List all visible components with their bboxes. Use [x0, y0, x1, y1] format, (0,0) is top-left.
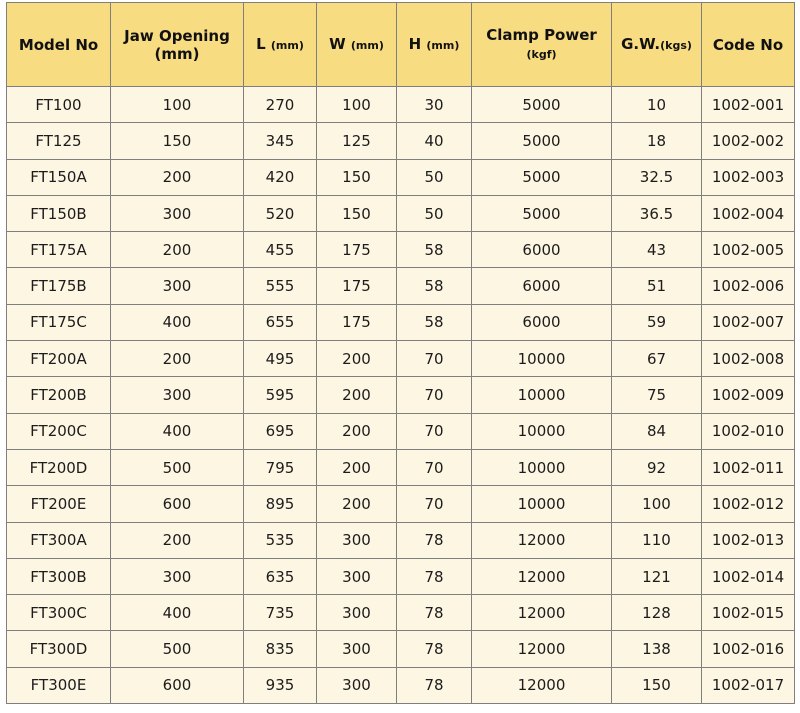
cell-w: 300	[317, 558, 397, 594]
cell-model-no: FT150A	[7, 159, 111, 195]
table-row	[7, 631, 795, 667]
cell-clamp-power: 10000	[472, 413, 612, 449]
cell-model-no: FT175B	[7, 268, 111, 304]
cell-gw: 128	[612, 595, 702, 631]
table-row	[7, 195, 795, 231]
cell-h: 70	[397, 449, 472, 485]
cell-code-no: 1002-004	[702, 195, 795, 231]
cell-l: 555	[244, 268, 317, 304]
cell-code-no: 1002-002	[702, 123, 795, 159]
header-w-unit: (mm)	[350, 38, 384, 52]
cell-l: 455	[244, 232, 317, 268]
cell-w: 150	[317, 159, 397, 195]
table-row	[7, 413, 795, 449]
cell-w: 125	[317, 123, 397, 159]
cell-h: 40	[397, 123, 472, 159]
header-code-no-label: Code No	[712, 35, 784, 54]
cell-gw: 59	[612, 304, 702, 340]
cell-w: 200	[317, 449, 397, 485]
cell-l: 795	[244, 449, 317, 485]
cell-h: 70	[397, 413, 472, 449]
cell-h: 78	[397, 631, 472, 667]
table-header-row	[7, 3, 795, 87]
cell-gw: 67	[612, 341, 702, 377]
header-clamp-power	[472, 3, 612, 87]
cell-model-no: FT300D	[7, 631, 111, 667]
cell-w: 175	[317, 268, 397, 304]
cell-jaw-opening: 500	[111, 449, 244, 485]
cell-model-no: FT200D	[7, 449, 111, 485]
cell-w: 200	[317, 486, 397, 522]
cell-h: 58	[397, 268, 472, 304]
cell-jaw-opening: 300	[111, 377, 244, 413]
cell-code-no: 1002-007	[702, 304, 795, 340]
spec-table	[6, 2, 795, 704]
header-clamp-power-unit: (kgf)	[526, 47, 557, 61]
header-h-unit: (mm)	[426, 38, 460, 52]
header-l-unit: (mm)	[270, 38, 304, 52]
cell-clamp-power: 5000	[472, 195, 612, 231]
cell-model-no: FT300E	[7, 667, 111, 703]
cell-gw: 100	[612, 486, 702, 522]
cell-gw: 43	[612, 232, 702, 268]
table-row	[7, 522, 795, 558]
cell-l: 695	[244, 413, 317, 449]
cell-l: 635	[244, 558, 317, 594]
cell-h: 58	[397, 304, 472, 340]
cell-model-no: FT175C	[7, 304, 111, 340]
header-w	[317, 3, 397, 87]
cell-l: 935	[244, 667, 317, 703]
cell-code-no: 1002-006	[702, 268, 795, 304]
table-row	[7, 268, 795, 304]
cell-code-no: 1002-001	[702, 87, 795, 123]
cell-model-no: FT300C	[7, 595, 111, 631]
cell-jaw-opening: 400	[111, 304, 244, 340]
cell-code-no: 1002-003	[702, 159, 795, 195]
cell-l: 495	[244, 341, 317, 377]
cell-l: 655	[244, 304, 317, 340]
cell-code-no: 1002-009	[702, 377, 795, 413]
cell-code-no: 1002-015	[702, 595, 795, 631]
cell-model-no: FT150B	[7, 195, 111, 231]
cell-gw: 110	[612, 522, 702, 558]
cell-l: 345	[244, 123, 317, 159]
cell-h: 70	[397, 341, 472, 377]
cell-w: 200	[317, 377, 397, 413]
header-jaw-opening-label: Jaw Opening	[124, 26, 230, 45]
header-gw-label: G.W.	[621, 34, 661, 53]
cell-jaw-opening: 300	[111, 195, 244, 231]
cell-gw: 150	[612, 667, 702, 703]
table-row	[7, 377, 795, 413]
cell-w: 200	[317, 413, 397, 449]
cell-clamp-power: 10000	[472, 486, 612, 522]
header-l	[244, 3, 317, 87]
cell-model-no: FT175A	[7, 232, 111, 268]
cell-gw: 36.5	[612, 195, 702, 231]
cell-clamp-power: 12000	[472, 595, 612, 631]
cell-h: 78	[397, 558, 472, 594]
cell-clamp-power: 10000	[472, 449, 612, 485]
cell-clamp-power: 5000	[472, 87, 612, 123]
table-row	[7, 486, 795, 522]
cell-jaw-opening: 200	[111, 232, 244, 268]
cell-h: 78	[397, 522, 472, 558]
header-w-label: W	[329, 34, 346, 53]
cell-code-no: 1002-013	[702, 522, 795, 558]
cell-l: 835	[244, 631, 317, 667]
cell-clamp-power: 12000	[472, 558, 612, 594]
header-h	[397, 3, 472, 87]
cell-l: 420	[244, 159, 317, 195]
cell-clamp-power: 10000	[472, 341, 612, 377]
cell-gw: 92	[612, 449, 702, 485]
header-gw-unit: (kgs)	[660, 38, 692, 52]
cell-clamp-power: 6000	[472, 304, 612, 340]
cell-h: 78	[397, 595, 472, 631]
cell-l: 270	[244, 87, 317, 123]
cell-code-no: 1002-011	[702, 449, 795, 485]
cell-gw: 138	[612, 631, 702, 667]
table-row	[7, 159, 795, 195]
cell-clamp-power: 12000	[472, 522, 612, 558]
cell-code-no: 1002-005	[702, 232, 795, 268]
table-row	[7, 87, 795, 123]
table-row	[7, 667, 795, 703]
cell-model-no: FT200B	[7, 377, 111, 413]
cell-jaw-opening: 100	[111, 87, 244, 123]
cell-jaw-opening: 600	[111, 486, 244, 522]
table-row	[7, 123, 795, 159]
cell-gw: 51	[612, 268, 702, 304]
cell-w: 300	[317, 667, 397, 703]
cell-w: 300	[317, 595, 397, 631]
cell-gw: 121	[612, 558, 702, 594]
cell-model-no: FT125	[7, 123, 111, 159]
cell-code-no: 1002-008	[702, 341, 795, 377]
cell-jaw-opening: 400	[111, 595, 244, 631]
cell-model-no: FT300A	[7, 522, 111, 558]
header-jaw-opening-unit: (mm)	[154, 44, 200, 63]
cell-gw: 32.5	[612, 159, 702, 195]
cell-code-no: 1002-017	[702, 667, 795, 703]
cell-clamp-power: 5000	[472, 123, 612, 159]
header-clamp-power-label: Clamp Power	[486, 25, 597, 44]
cell-h: 78	[397, 667, 472, 703]
cell-h: 50	[397, 159, 472, 195]
cell-l: 520	[244, 195, 317, 231]
cell-gw: 10	[612, 87, 702, 123]
cell-clamp-power: 12000	[472, 631, 612, 667]
cell-h: 70	[397, 377, 472, 413]
cell-jaw-opening: 200	[111, 159, 244, 195]
spec-table-container	[6, 2, 794, 704]
header-gw	[612, 3, 702, 87]
cell-w: 150	[317, 195, 397, 231]
cell-w: 200	[317, 341, 397, 377]
cell-l: 735	[244, 595, 317, 631]
cell-clamp-power: 6000	[472, 268, 612, 304]
cell-jaw-opening: 150	[111, 123, 244, 159]
cell-w: 300	[317, 631, 397, 667]
cell-jaw-opening: 500	[111, 631, 244, 667]
cell-jaw-opening: 400	[111, 413, 244, 449]
header-model-no	[7, 3, 111, 87]
cell-l: 595	[244, 377, 317, 413]
cell-code-no: 1002-010	[702, 413, 795, 449]
cell-model-no: FT200A	[7, 341, 111, 377]
cell-model-no: FT200C	[7, 413, 111, 449]
table-row	[7, 595, 795, 631]
cell-jaw-opening: 300	[111, 268, 244, 304]
cell-h: 30	[397, 87, 472, 123]
cell-clamp-power: 6000	[472, 232, 612, 268]
cell-code-no: 1002-016	[702, 631, 795, 667]
cell-gw: 18	[612, 123, 702, 159]
cell-code-no: 1002-012	[702, 486, 795, 522]
cell-w: 100	[317, 87, 397, 123]
cell-jaw-opening: 600	[111, 667, 244, 703]
cell-l: 895	[244, 486, 317, 522]
table-row	[7, 232, 795, 268]
table-row	[7, 449, 795, 485]
cell-model-no: FT200E	[7, 486, 111, 522]
cell-clamp-power: 12000	[472, 667, 612, 703]
header-jaw-opening	[111, 3, 244, 87]
cell-l: 535	[244, 522, 317, 558]
cell-w: 175	[317, 304, 397, 340]
header-code-no	[702, 3, 795, 87]
cell-clamp-power: 10000	[472, 377, 612, 413]
cell-jaw-opening: 300	[111, 558, 244, 594]
header-model-no-label: Model No	[18, 35, 99, 54]
cell-h: 50	[397, 195, 472, 231]
cell-clamp-power: 5000	[472, 159, 612, 195]
table-row	[7, 304, 795, 340]
cell-h: 58	[397, 232, 472, 268]
table-row	[7, 341, 795, 377]
header-l-label: L	[256, 34, 266, 53]
table-row	[7, 558, 795, 594]
cell-jaw-opening: 200	[111, 341, 244, 377]
header-h-label: H	[408, 34, 422, 53]
cell-model-no: FT100	[7, 87, 111, 123]
cell-h: 70	[397, 486, 472, 522]
cell-code-no: 1002-014	[702, 558, 795, 594]
cell-w: 300	[317, 522, 397, 558]
cell-model-no: FT300B	[7, 558, 111, 594]
cell-gw: 75	[612, 377, 702, 413]
cell-jaw-opening: 200	[111, 522, 244, 558]
cell-w: 175	[317, 232, 397, 268]
cell-gw: 84	[612, 413, 702, 449]
